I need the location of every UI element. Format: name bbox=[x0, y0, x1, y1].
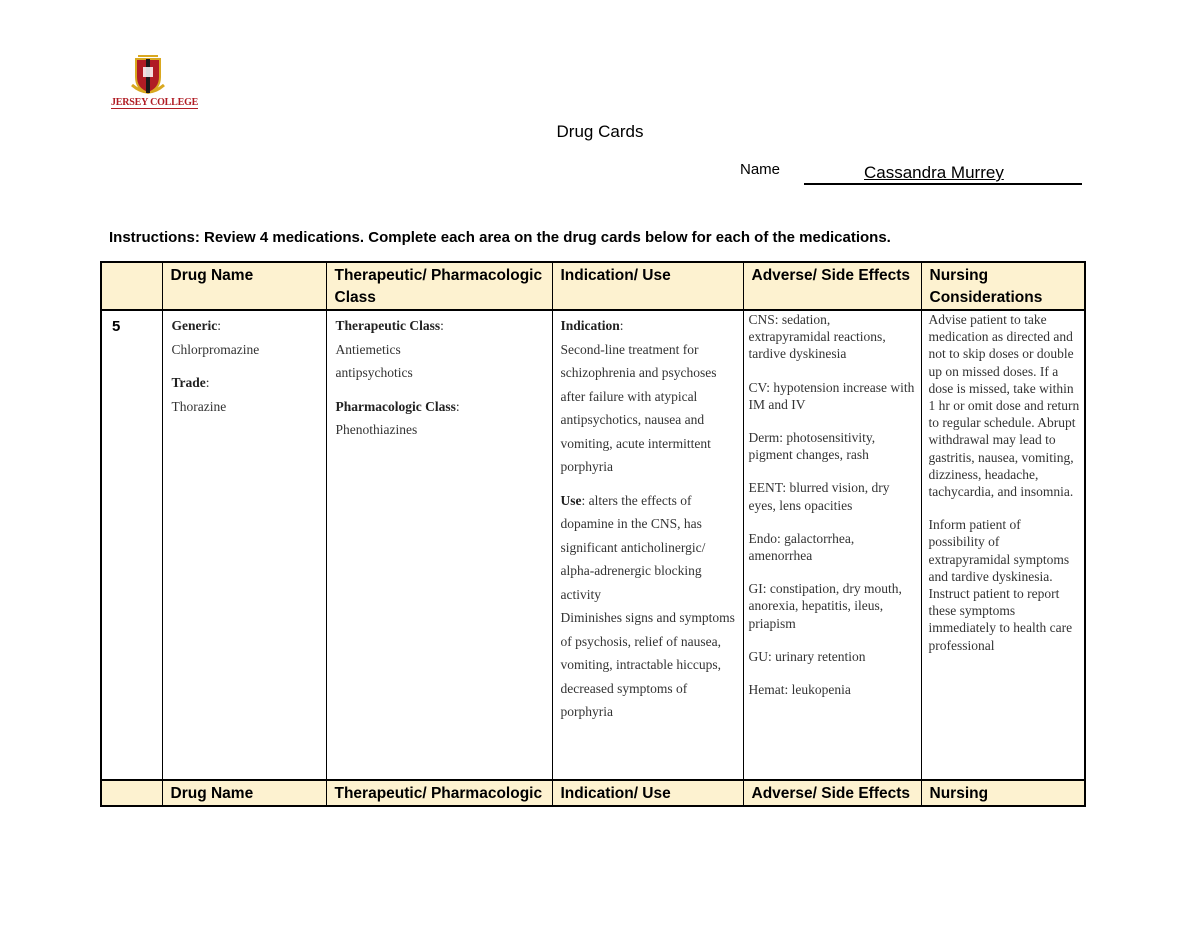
document-title: Drug Cards bbox=[556, 122, 644, 141]
header-nursing: Nursing Considerations bbox=[921, 262, 1085, 310]
adverse-item: CNS: sedation, extrapyramidal reactions, tardive dyskinesia bbox=[748, 312, 886, 362]
header-class: Therapeutic/ Pharmacologic bbox=[326, 780, 552, 806]
college-logo-text: JERSEY COLLEGE bbox=[111, 97, 199, 108]
nursing-considerations-cell bbox=[921, 310, 1085, 780]
adverse-item: EENT: blurred vision, dry eyes, lens opacities bbox=[748, 480, 890, 513]
name-label: Name bbox=[740, 161, 781, 178]
indication-cell: Indication: Second-line treatment for schizophrenia and psychoses after failure with atypical antipsychotics, nausea and vomiting, acute intermittent porphyria Use: alters the effects of dopamine in the CNS, has significant anticholinergic/ alpha-adrenergic blocking activity Diminishes signs and symptoms of psychosis, relief of nausea, vomiting, intractable hiccups, decreased symptoms of porphyria bbox=[552, 310, 743, 780]
use-label: Use bbox=[560, 492, 582, 508]
pharmacologic-class-value: Phenothiazines bbox=[335, 422, 418, 437]
table-header-row bbox=[101, 262, 1085, 310]
header-drug-name: Drug Name bbox=[162, 780, 326, 806]
indication-label: Indication bbox=[560, 318, 620, 333]
header-adverse: Adverse/ Side Effects bbox=[743, 780, 921, 806]
header-nursing: Nursing bbox=[921, 780, 1085, 806]
header-drug-name: Drug Name bbox=[162, 262, 326, 310]
header-adverse: Adverse/ Side Effects bbox=[743, 262, 921, 310]
generic-value: Chlorpromazine bbox=[171, 341, 260, 357]
trade-value: Thorazine bbox=[171, 398, 227, 414]
generic-label: Generic bbox=[171, 318, 218, 333]
pharmacologic-class-label: Pharmacologic Class bbox=[335, 398, 456, 414]
nursing-paragraph: Inform patient of possibility of extrapyramidal symptoms and tardive dyskinesia. Instruct patient to report these symptoms immediately to health care professional bbox=[928, 517, 1073, 653]
header-cell-number bbox=[101, 262, 162, 310]
adverse-item: CV: hypotension increase with IM and IV bbox=[748, 379, 915, 412]
adverse-item: Endo: galactorrhea, amenorrhea bbox=[748, 530, 855, 564]
adverse-item: Hemat: leukopenia bbox=[748, 682, 851, 698]
row-number-cell bbox=[101, 310, 162, 780]
header-indication: Indication/ Use bbox=[552, 780, 743, 806]
adverse-effects-cell bbox=[743, 310, 921, 780]
therapeutic-class-value-2: antipsychotics bbox=[335, 365, 413, 380]
header-class: Therapeutic/ Pharmacologic Class bbox=[326, 262, 552, 310]
therapeutic-class-label: Therapeutic Class bbox=[335, 318, 441, 333]
table-header-row-repeat bbox=[101, 780, 1085, 806]
name-value: Cassandra Murrey bbox=[864, 163, 1004, 182]
drug-card-table bbox=[100, 261, 1086, 807]
header-indication: Indication/ Use bbox=[552, 262, 743, 310]
drug-name-cell: Generic: Chlorpromazine Trade: Thorazine bbox=[162, 310, 326, 780]
use-text: : alters the effects of dopamine in the CNS, has significant anticholinergic/ alpha-adrenergic blocking activity bbox=[560, 492, 706, 602]
indication-text: Second-line treatment for schizophrenia and psychoses after failure with atypical antipsychotics, nausea and vomiting, acute intermittent porphyria bbox=[560, 341, 717, 474]
adverse-item: Derm: photosensitivity, pigment changes, rash bbox=[748, 430, 876, 463]
therapeutic-class-value-1: Antiemetics bbox=[335, 341, 401, 357]
adverse-item: GI: constipation, dry mouth, anorexia, hepatitis, ileus, priapism bbox=[748, 581, 902, 631]
header-cell-number bbox=[101, 780, 162, 806]
diminishes-text: Diminishes signs and symptoms of psychosis, relief of nausea, vomiting, intractable hiccups, decreased symptoms of porphyria bbox=[560, 610, 735, 719]
instructions-text: Instructions: Review 4 medications. Complete each area on the drug cards below for each of the medications. bbox=[109, 229, 891, 246]
trade-label: Trade bbox=[171, 375, 206, 390]
nursing-paragraph: Advise patient to take medication as directed and not to skip doses or double up on missed doses. If a dose is missed, take within 1 hr or omit dose and return to regular schedule. Abrupt withdrawal may lead to gastritis, nausea, vomiting, dizziness, headache, tachycardia, and insomnia. bbox=[928, 312, 1080, 500]
adverse-item: GU: urinary retention bbox=[748, 648, 866, 664]
row-number: 5 bbox=[112, 318, 121, 335]
class-cell: Therapeutic Class: Antiemetics antipsychotics Pharmacologic Class: Phenothiazines bbox=[326, 310, 552, 780]
table-row bbox=[101, 310, 1085, 780]
